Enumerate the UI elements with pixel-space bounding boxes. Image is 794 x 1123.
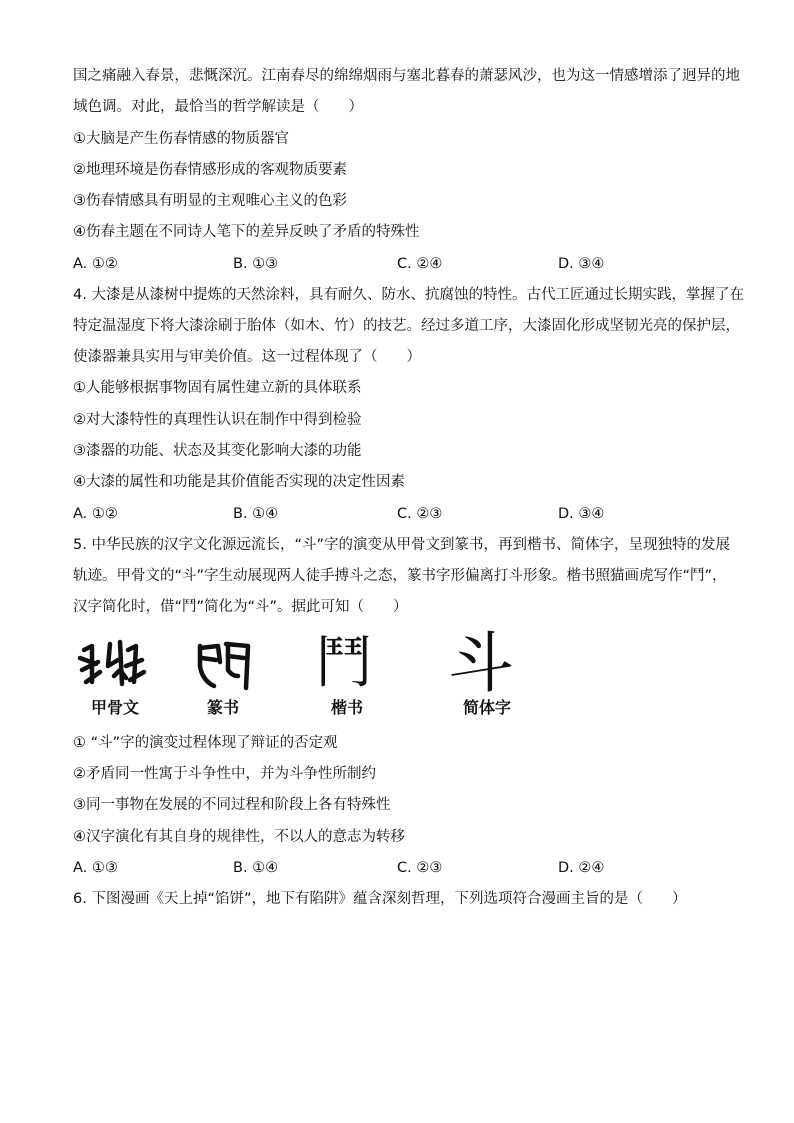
q4-item-2: ②对大漆特性的真理性认识在制作中得到检验 — [73, 412, 362, 428]
regular-script-glyph: 鬥 — [316, 631, 372, 696]
seal-script-glyph-cell — [178, 636, 268, 722]
q4-option-c[interactable]: C. ②③ — [397, 506, 443, 522]
q3-stem-line-1: 国之痛融入春景，悲慨深沉。江南春尽的绵绵烟雨与塞北暮春的萧瑟风沙，也为这一情感增添了迥异的地 — [73, 68, 740, 84]
seal-script-glyph — [178, 636, 268, 696]
q5-item-4: ④汉字演化有其自身的规律性，不以人的意志为转移 — [73, 829, 405, 845]
label-seal-script: 篆书 — [206, 698, 239, 717]
q3-item-4: ④伤春主题在不同诗人笔下的差异反映了矛盾的特殊性 — [73, 224, 420, 240]
simplified-glyph: 斗 — [448, 625, 514, 702]
q5-stem-line-1: 5. 中华民族的汉字文化源远流长，“斗”字的演变从甲骨文到篆书，再到楷书、简体字，呈现独特的发展 — [73, 537, 730, 553]
q4-options — [73, 504, 733, 524]
q4-stem-line-1: 4. 大漆是从漆树中提炼的天然涂料，具有耐久、防水、抗腐蚀的特性。古代工匠通过长期实践，掌握了在 — [73, 287, 744, 303]
q3-option-c[interactable]: C. ②④ — [397, 256, 443, 272]
q5-option-a[interactable]: A. ①③ — [73, 860, 118, 876]
character-evolution-figure — [70, 625, 540, 722]
q5-option-c[interactable]: C. ②③ — [397, 860, 443, 876]
q5-item-2: ②矛盾同一性寓于斗争性中，并为斗争性所制约 — [73, 766, 376, 782]
label-oracle-bone: 甲骨文 — [90, 698, 139, 717]
simplified-glyph-cell — [442, 625, 532, 722]
oracle-bone-glyph — [70, 636, 160, 696]
q5-option-b[interactable]: B. ①④ — [233, 860, 279, 876]
q5-item-1: ① “斗”字的演变过程体现了辩证的否定观 — [73, 735, 338, 751]
q6-stem-line-1: 6. 下图漫画《天上掉“馅饼”，地下有陷阱》蕴含深刻哲理，下列选项符合漫画主旨的是（ ） — [73, 891, 687, 907]
q4-item-3: ③漆器的功能、状态及其变化影响大漆的功能 — [73, 443, 362, 459]
q5-stem-line-3: 汉字简化时，借“鬥”简化为“斗”。据此可知（ ） — [73, 599, 408, 615]
q3-item-3: ③伤春情感具有明显的主观唯心主义的色彩 — [73, 193, 347, 209]
label-regular-script: 楷书 — [330, 698, 363, 717]
q5-stem-line-2: 轨迹。甲骨文的“斗”字生动展现两人徒手搏斗之态，篆书字形偏离打斗形象。楷书照猫画虎写作“鬥”， — [73, 568, 727, 584]
q4-option-b[interactable]: B. ①④ — [233, 506, 279, 522]
q5-options — [73, 858, 733, 878]
q4-stem-line-3: 使漆器兼具实用与审美价值。这一过程体现了（ ） — [73, 349, 421, 365]
q3-option-a[interactable]: A. ①② — [73, 256, 118, 272]
q4-item-1: ①人能够根据事物固有属性建立新的具体联系 — [73, 380, 362, 396]
q5-option-d[interactable]: D. ②④ — [558, 860, 605, 876]
q4-option-a[interactable]: A. ①② — [73, 506, 118, 522]
q4-stem-line-2: 特定温湿度下将大漆涂刷于胎体（如木、竹）的技艺。经过多道工序，大漆固化形成坚韧光亮的保护层， — [73, 318, 740, 334]
oracle-bone-glyph-cell — [70, 636, 160, 722]
q4-item-4: ④大漆的属性和功能是其价值能否实现的决定性因素 — [73, 474, 405, 490]
q3-options — [73, 254, 733, 274]
q3-item-2: ②地理环境是伤春情感形成的客观物质要素 — [73, 162, 347, 178]
q4-option-d[interactable]: D. ③④ — [558, 506, 605, 522]
q3-option-d[interactable]: D. ③④ — [558, 256, 605, 272]
regular-script-glyph-cell — [302, 631, 392, 722]
q3-option-b[interactable]: B. ①③ — [233, 256, 279, 272]
label-simplified: 简体字 — [462, 698, 511, 717]
q5-item-3: ③同一事物在发展的不同过程和阶段上各有特殊性 — [73, 797, 391, 813]
q3-item-1: ①大脑是产生伤春情感的物质器官 — [73, 131, 289, 147]
q3-stem-line-2: 域色调。对此，最恰当的哲学解读是（ ） — [73, 99, 363, 115]
